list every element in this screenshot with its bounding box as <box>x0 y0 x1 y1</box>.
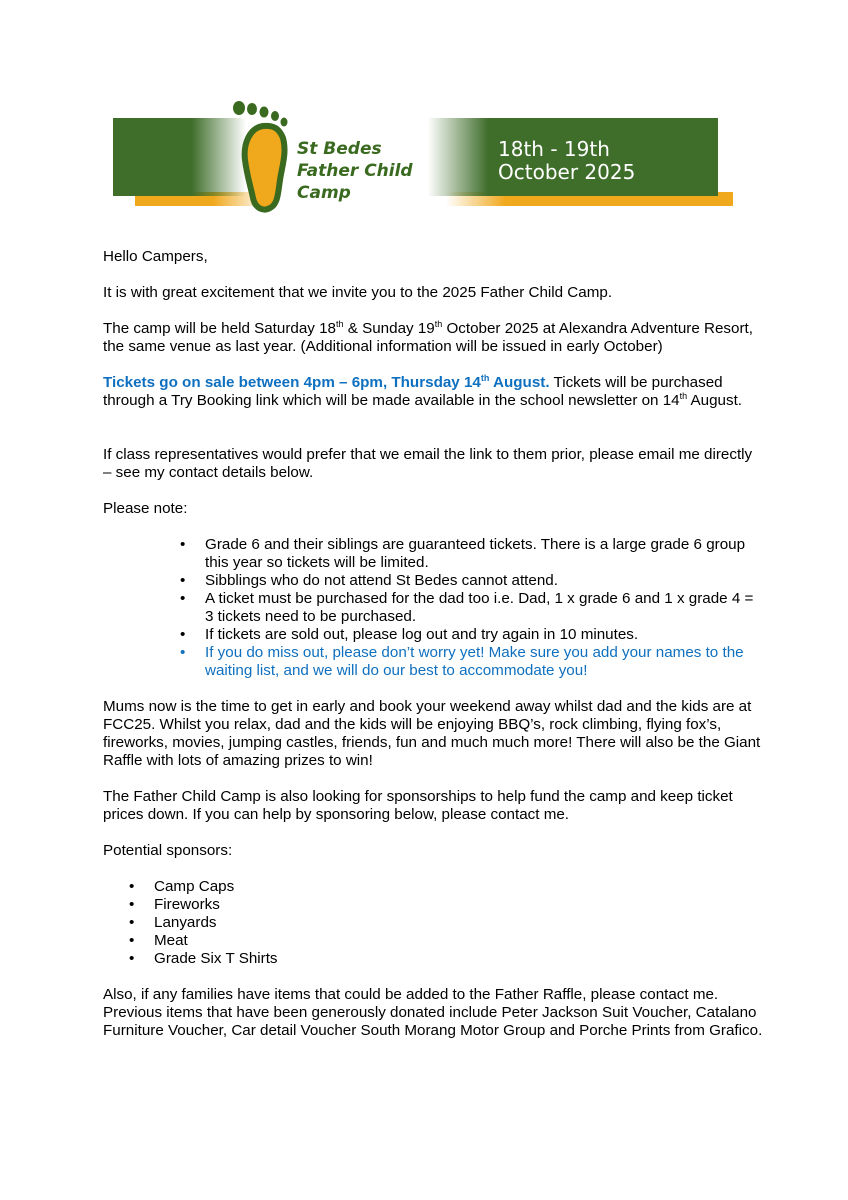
please-note-label: Please note: <box>103 500 188 517</box>
tickets-highlight-text: August. <box>489 374 550 391</box>
tickets-text: August. <box>687 392 743 409</box>
tickets-highlight-superscript: th <box>480 373 490 383</box>
banner-title-line: Camp <box>297 183 351 203</box>
venue-text: October 2025 at Alexandra Adventure Resort, the same venue as last year. (Additional information will be issued in early October) <box>103 320 753 355</box>
greeting: Hello Campers, <box>103 248 208 265</box>
tickets-text: Tickets will be purchased through a Try Booking link which will be made available in the school newsletter on 14 <box>103 374 723 409</box>
sponsor-item: • Lanyards <box>154 914 554 932</box>
notes-list <box>205 536 765 680</box>
sponsor-item: • Grade Six T Shirts <box>154 950 554 968</box>
venue-paragraph <box>103 320 763 356</box>
venue-text: The camp will be held Saturday 18 <box>103 320 337 337</box>
notes-item: • If tickets are sold out, please log out and try again in 10 minutes. <box>205 626 765 644</box>
mums-paragraph: Mums now is the time to get in early and book your weekend away whilst dad and the kids are at FCC25. Whilst you relax, dad and the kids will be enjoying BBQ’s, rock climbing, flying fox’s, fireworks, movies, jumping castles, friends, fun and much much more! There will also be the Giant Raffle with lots of amazing prizes to win! <box>103 698 761 769</box>
notes-item: • Grade 6 and their siblings are guaranteed tickets. There is a large grade 6 group this year so tickets will be limited. <box>205 536 765 572</box>
banner-title <box>297 138 413 204</box>
notes-item-waiting-list: • If you do miss out, please don’t worry yet! Make sure you add your names to the waiting list, and we will do our best to accommodate you! <box>205 644 765 680</box>
tickets-paragraph <box>103 374 763 410</box>
banner-dates <box>498 138 635 184</box>
banner-date-line: 18th - 19th <box>498 137 610 161</box>
tickets-superscript: th <box>679 391 688 401</box>
sponsor-item: • Camp Caps <box>154 878 554 896</box>
sponsor-item: • Meat <box>154 932 554 950</box>
banner-title-line: Father Child <box>297 161 413 181</box>
intro-paragraph: It is with great excitement that we invite you to the 2025 Father Child Camp. <box>103 284 613 301</box>
venue-superscript: th <box>336 319 344 329</box>
sponsor-item: • Fireworks <box>154 896 554 914</box>
banner-date-line: October 2025 <box>498 160 636 184</box>
banner-title-line: St Bedes <box>297 139 382 159</box>
notes-item: • A ticket must be purchased for the dad too i.e. Dad, 1 x grade 6 and 1 x grade 4 = 3 tickets need to be purchased. <box>205 590 765 626</box>
venue-superscript: th <box>434 319 443 329</box>
raffle-paragraph: Also, if any families have items that could be added to the Father Raffle, please contact me. Previous items that have been generously donated include Peter Jackson Suit Voucher, Catalano Furniture Voucher, Car detail Voucher South Morang Motor Group and Porche Prints from Grafico. <box>103 986 763 1039</box>
sponsorship-paragraph: The Father Child Camp is also looking for sponsorships to help fund the camp and keep ticket prices down. If you can help by sponsoring below, please contact me. <box>103 788 733 823</box>
camp-banner <box>113 98 733 216</box>
banner-graphic <box>113 98 733 216</box>
class-reps-paragraph: If class representatives would prefer that we email the link to them prior, please email me directly – see my contact details below. <box>103 446 753 481</box>
notes-item: • Sibblings who do not attend St Bedes cannot attend. <box>205 572 765 590</box>
tickets-highlight <box>103 374 550 391</box>
sponsors-list <box>154 878 554 968</box>
potential-sponsors-label: Potential sponsors: <box>103 842 233 859</box>
venue-text: & Sunday 19 <box>343 320 435 337</box>
tickets-highlight-text: Tickets go on sale between 4pm – 6pm, Thursday 14 <box>103 374 481 391</box>
